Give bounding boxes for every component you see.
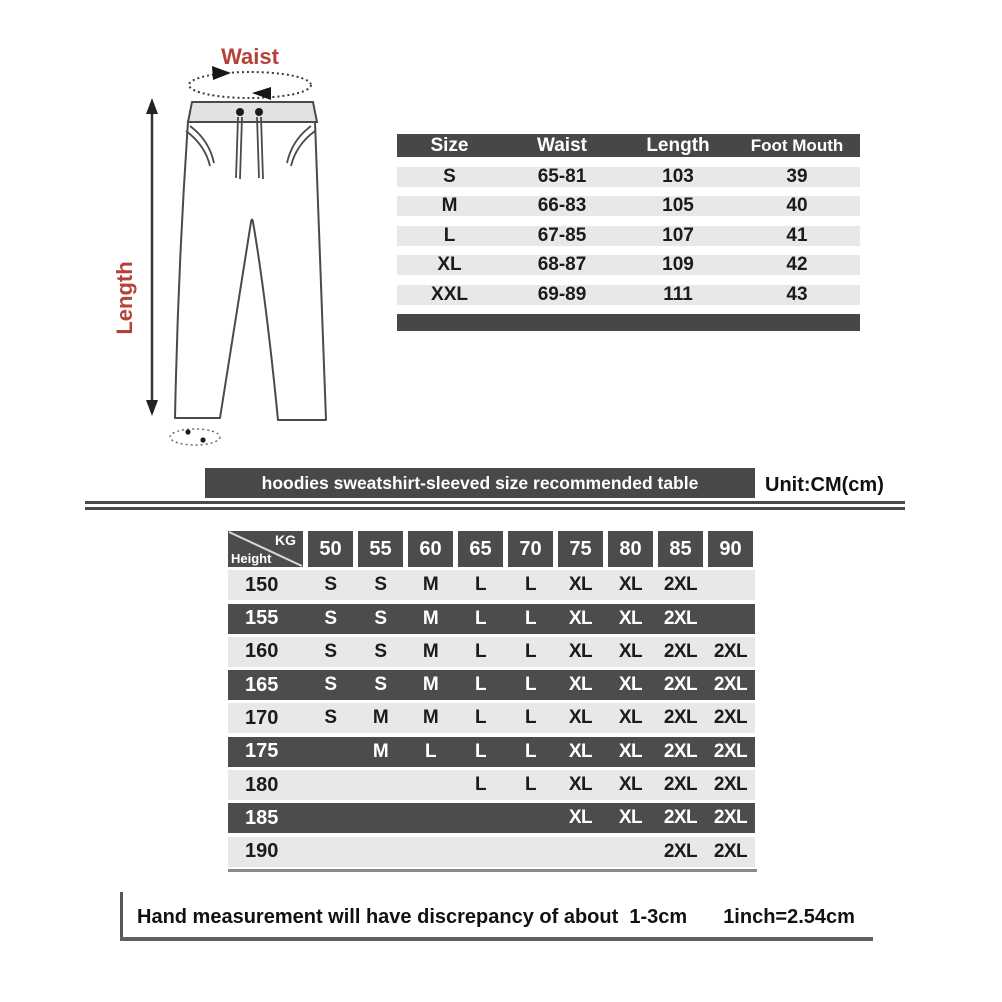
kg-column-header: 90 (708, 531, 753, 567)
kg-column-header: 60 (408, 531, 453, 567)
size-cell: L (524, 674, 537, 696)
kg-column-header: 55 (358, 531, 403, 567)
cell-size: XL (437, 254, 462, 275)
cell-waist: 69-89 (537, 283, 587, 305)
height-label: 160 (245, 640, 279, 663)
size-cell: L (474, 674, 487, 696)
table-row-m (397, 196, 860, 216)
kg-column-header: 70 (508, 531, 553, 567)
size-cell: 2XL (713, 840, 748, 862)
size-cell: XL (568, 574, 593, 596)
cell-waist: 66-83 (537, 195, 587, 216)
cell-foot-mouth: 41 (786, 224, 808, 246)
size-cell: L (474, 707, 487, 729)
matrix-row-155 (228, 604, 755, 634)
kg-column-header: 80 (608, 531, 653, 567)
size-cell: XL (618, 807, 643, 829)
size-cell: 2XL (663, 674, 698, 696)
cell-length: 105 (662, 195, 694, 216)
table-row-s (397, 167, 860, 187)
matrix-row-175 (228, 737, 755, 767)
table-row-xxl (397, 285, 860, 305)
pants-diagram (108, 38, 348, 453)
size-cell: 2XL (663, 740, 698, 762)
size-cell: S (374, 574, 387, 596)
size-cell: S (324, 607, 337, 629)
height-label: 165 (245, 673, 279, 696)
size-cell: 2XL (713, 674, 748, 696)
waist-label: Waist (221, 44, 279, 69)
recommended-table-banner (205, 468, 755, 498)
size-cell: 2XL (663, 707, 698, 729)
cell-foot-mouth: 40 (786, 195, 808, 216)
drawstring-dot-right (255, 108, 263, 116)
size-cell: L (524, 574, 537, 596)
pants-size-table (397, 134, 860, 331)
size-cell: S (374, 674, 387, 696)
header-length: Length (646, 135, 710, 156)
size-cell: XL (568, 607, 593, 629)
matrix-row-160 (228, 637, 755, 667)
inch-conversion: 1inch=2.54cm (723, 906, 855, 928)
height-label: 170 (245, 706, 279, 729)
pants-waistband (188, 102, 317, 122)
size-cell: L (424, 740, 437, 762)
size-cell: S (324, 574, 337, 596)
size-cell: 2XL (663, 774, 698, 796)
size-cell: XL (618, 774, 643, 796)
table-row-xl (397, 255, 860, 275)
size-cell: M (422, 674, 439, 696)
cell-waist: 67-85 (537, 224, 587, 246)
size-cell: S (374, 607, 387, 629)
size-cell: L (524, 640, 537, 662)
size-cell: 2XL (713, 740, 748, 762)
size-cell: S (324, 640, 337, 662)
size-cell: XL (568, 740, 593, 762)
cell-foot-mouth: 39 (786, 165, 808, 187)
size-cell: XL (568, 807, 593, 829)
size-cell: L (524, 740, 537, 762)
size-cell: M (422, 707, 439, 729)
height-label: 150 (245, 573, 279, 596)
kg-column-header: 75 (558, 531, 603, 567)
size-cell: 2XL (663, 840, 698, 862)
foot-mouth-dot-2 (200, 437, 205, 442)
corner-height-label: Height (231, 551, 272, 566)
size-cell: 2XL (713, 707, 748, 729)
pants-outline (175, 122, 326, 420)
size-cell: L (474, 774, 487, 796)
matrix-row-180 (228, 770, 755, 800)
cell-length: 107 (662, 224, 694, 246)
size-cell: L (474, 607, 487, 629)
cell-foot-mouth: 43 (786, 283, 808, 305)
size-cell: L (524, 774, 537, 796)
height-label: 190 (245, 840, 279, 863)
size-cell: M (422, 574, 439, 596)
size-cell: XL (618, 674, 643, 696)
measurement-note: Hand measurement will have discrepancy of about 1-3cm (137, 906, 688, 928)
size-cell: S (324, 707, 337, 729)
size-cell: L (524, 707, 537, 729)
size-cell: XL (568, 640, 593, 662)
cell-length: 109 (662, 254, 694, 275)
banner-title: hoodies sweatshirt-sleeved size recommended table (261, 472, 699, 493)
size-cell: XL (568, 774, 593, 796)
height-label: 155 (245, 607, 279, 630)
size-cell: L (474, 740, 487, 762)
size-cell: XL (568, 707, 593, 729)
length-label: Length (112, 261, 137, 335)
footer-note-area (137, 906, 855, 929)
header-waist: Waist (537, 135, 587, 156)
matrix-row-190 (228, 837, 755, 867)
size-cell: 2XL (713, 774, 748, 796)
kg-column-header: 50 (308, 531, 353, 567)
corner-kg-label: KG (275, 532, 296, 548)
cell-waist: 68-87 (537, 254, 587, 275)
cell-length: 111 (663, 283, 693, 305)
size-cell: M (372, 707, 389, 729)
cell-waist: 65-81 (537, 165, 587, 187)
size-cell: XL (618, 707, 643, 729)
kg-column-header: 65 (458, 531, 503, 567)
size-cell: 2XL (663, 574, 698, 596)
matrix-row-165 (228, 670, 755, 700)
size-cell: XL (618, 574, 643, 596)
matrix-corner-cell (228, 531, 303, 567)
cell-length: 103 (662, 165, 694, 187)
table-row-l (397, 226, 860, 246)
size-cell: XL (618, 607, 643, 629)
waist-circumference-ellipse (189, 72, 311, 98)
size-cell: M (372, 740, 389, 762)
cell-size: S (443, 165, 456, 187)
separator-line (85, 501, 905, 510)
size-cell: M (422, 640, 439, 662)
footer-horizontal-line (120, 937, 873, 941)
drawstring-dot-left (236, 108, 244, 116)
size-cell: 2XL (663, 807, 698, 829)
cell-size: XXL (431, 283, 468, 305)
cell-foot-mouth: 42 (786, 254, 808, 275)
length-arrow-top-icon (146, 98, 158, 114)
size-cell: 2XL (713, 640, 748, 662)
cell-size: L (443, 224, 456, 246)
size-cell: XL (568, 674, 593, 696)
unit-label: Unit:CM(cm) (765, 474, 884, 496)
matrix-row-150 (228, 570, 755, 600)
size-table-bottom-bar (397, 314, 860, 331)
height-label: 175 (245, 740, 279, 763)
height-label: 180 (245, 773, 279, 796)
size-table-header-row (397, 134, 860, 157)
waist-arrow-left-icon (252, 87, 271, 100)
size-cell: 2XL (663, 640, 698, 662)
matrix-row-185 (228, 803, 755, 833)
size-cell: L (474, 640, 487, 662)
size-cell: 2XL (663, 607, 698, 629)
height-weight-matrix (228, 531, 755, 872)
size-cell: XL (618, 640, 643, 662)
size-cell: L (474, 574, 487, 596)
size-cell: XL (618, 740, 643, 762)
footer-vertical-line (120, 892, 123, 940)
size-cell: S (374, 640, 387, 662)
size-cell: S (324, 674, 337, 696)
header-size: Size (430, 135, 469, 156)
header-foot-mouth: Foot Mouth (750, 136, 844, 155)
matrix-header-row (228, 531, 755, 567)
size-cell: M (422, 607, 439, 629)
size-cell: L (524, 607, 537, 629)
size-cell: 2XL (713, 807, 748, 829)
cell-size: M (441, 195, 458, 216)
foot-mouth-ellipse (170, 429, 220, 445)
kg-column-header: 85 (658, 531, 703, 567)
foot-mouth-dot-1 (185, 429, 190, 434)
matrix-row-170 (228, 703, 755, 733)
matrix-bottom-line (228, 869, 757, 872)
height-label: 185 (245, 806, 279, 829)
length-arrow-bottom-icon (146, 400, 158, 416)
